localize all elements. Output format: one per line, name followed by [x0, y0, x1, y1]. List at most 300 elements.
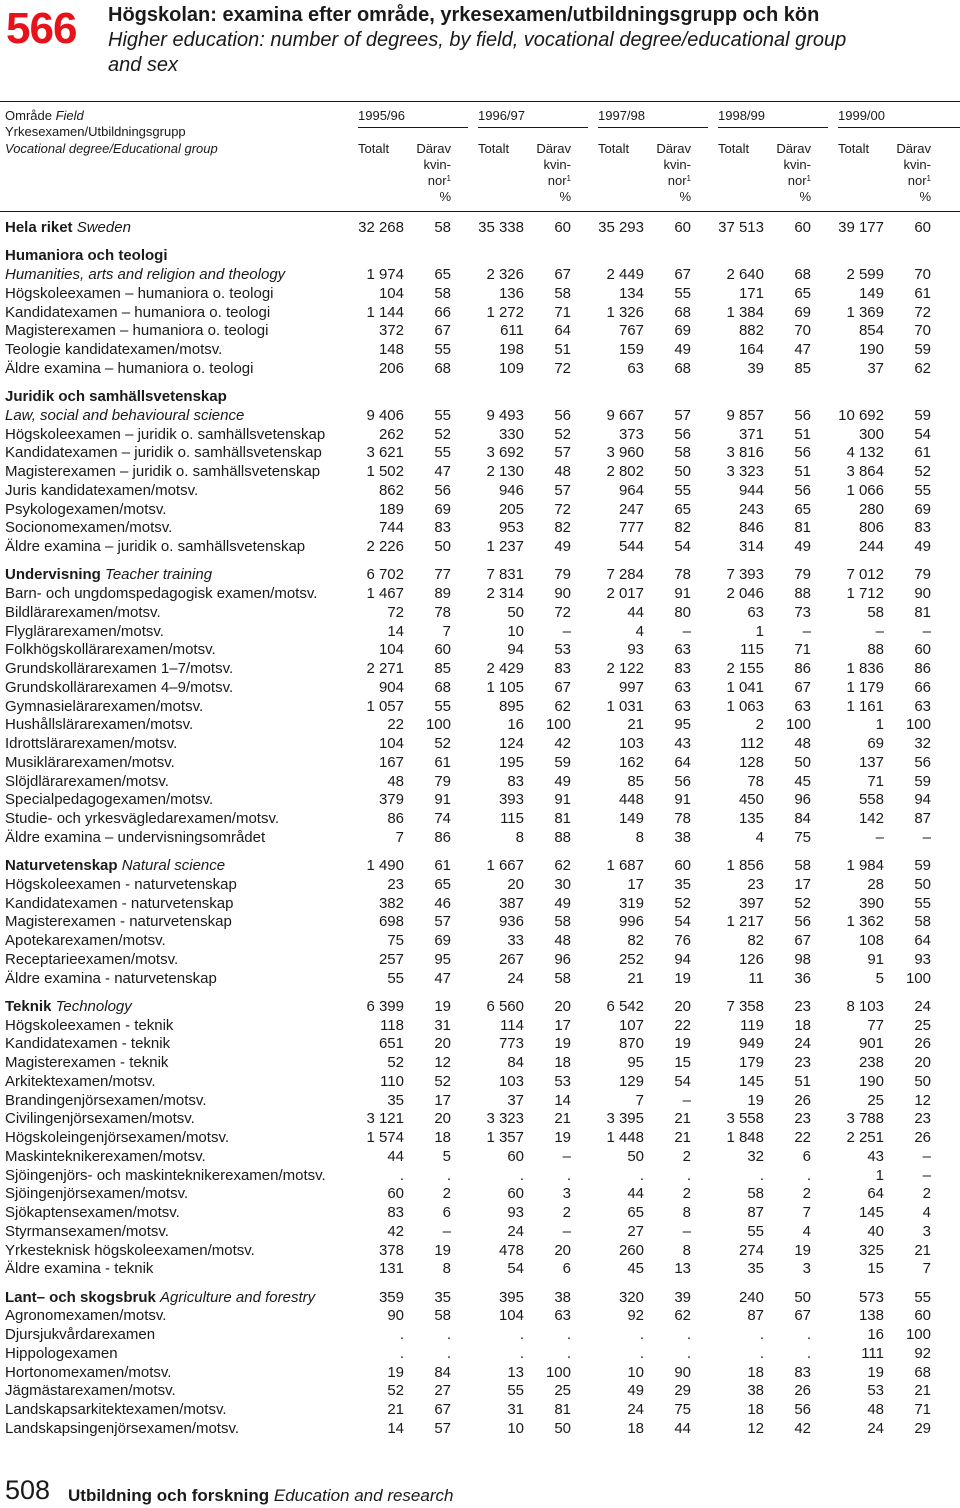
row-label	[5, 387, 227, 406]
women-header-text: nor	[427, 173, 447, 188]
row-label	[5, 406, 244, 425]
cell-women-pct: 6	[802, 1147, 811, 1165]
cell-women-pct: 64	[674, 753, 691, 771]
cell-women-pct: 83	[434, 519, 451, 537]
cell-total: 167	[378, 753, 404, 771]
cell-total: 43	[867, 1147, 884, 1165]
row-label-sv: Magisterexamen - naturvetenskap	[5, 913, 232, 931]
cell-total: 1 712	[846, 585, 884, 602]
table-row	[0, 1288, 960, 1307]
cell-women-pct: 50	[794, 1288, 811, 1306]
table-row	[0, 321, 960, 340]
table-number: 566	[6, 4, 77, 53]
cell-women-pct: 85	[794, 359, 811, 377]
cell-women-pct: 58	[674, 444, 691, 462]
row-label	[5, 603, 161, 622]
row-label	[5, 1419, 239, 1438]
table-row	[0, 997, 960, 1016]
cell-women-pct: 7	[442, 622, 451, 640]
cell-women-pct: 19	[794, 1241, 811, 1259]
cell-total: 104	[378, 641, 404, 659]
row-label	[5, 931, 166, 950]
row-label	[5, 340, 222, 359]
footnote-marker: 1	[926, 174, 931, 183]
cell-total: 397	[738, 894, 764, 912]
cell-total: 71	[867, 772, 884, 790]
cell-total: 1 467	[366, 585, 404, 602]
cell-women-pct: 50	[554, 1419, 571, 1437]
field-label-sv: Område	[5, 108, 52, 123]
cell-total: 23	[747, 875, 764, 893]
cell-women-pct: 73	[794, 603, 811, 621]
cell-women-pct: 39	[674, 1288, 691, 1306]
cell-women-pct: 62	[914, 359, 931, 377]
row-label-sv: Hushållslärarexamen/motsv.	[5, 716, 194, 734]
cell-total: 90	[387, 1307, 404, 1325]
cell-women-pct: 50	[914, 875, 931, 893]
women-header-text: nor	[547, 173, 567, 188]
cell-total: .	[399, 1166, 404, 1184]
cell-women-pct: 68	[914, 1363, 931, 1381]
row-label-sv: Landskapsarkitektexamen/motsv.	[5, 1401, 227, 1418]
cell-total: 44	[627, 603, 644, 621]
cell-total: 387	[498, 894, 524, 912]
cell-total: 142	[858, 810, 884, 827]
cell-women-pct: 17	[794, 875, 811, 893]
cell-women-pct: 8	[682, 1241, 691, 1259]
row-label-sv: Gymnasielärarexamen/motsv.	[5, 697, 204, 715]
cell-women-pct: 29	[674, 1382, 691, 1400]
cell-total: 7 393	[726, 566, 764, 584]
cell-women-pct: 22	[794, 1129, 811, 1146]
cell-women-pct: 100	[785, 716, 811, 734]
cell-total: 40	[867, 1222, 884, 1240]
cell-women-pct: –	[562, 1222, 571, 1240]
table-row	[0, 1091, 960, 1110]
cell-total: 198	[498, 341, 524, 358]
cell-women-pct: 7	[922, 1260, 931, 1278]
cell-total: 8	[635, 828, 644, 846]
cell-women-pct: 65	[794, 284, 811, 302]
row-label-sv: Brandingenjörsexamen/motsv.	[5, 1091, 207, 1109]
cell-women-pct: 21	[674, 1129, 691, 1146]
table-row	[0, 1222, 960, 1241]
cell-women-pct: 49	[674, 341, 691, 358]
women-header-text: %	[439, 189, 451, 204]
cell-women-pct: 67	[434, 322, 451, 340]
cell-total: 1 066	[846, 481, 884, 499]
cell-total: 2 640	[726, 266, 764, 283]
cell-women-pct: 59	[914, 341, 931, 358]
cell-total: 1 161	[846, 697, 884, 715]
cell-total: 3 558	[726, 1110, 764, 1128]
women-header-text: Därav	[536, 141, 571, 156]
cell-women-pct: –	[682, 622, 691, 640]
row-label-sv: Äldre examina – juridik o. samhällsvetenskap	[5, 538, 306, 555]
cell-women-pct: 5	[442, 1147, 451, 1165]
cell-women-pct: 84	[794, 810, 811, 827]
cell-women-pct: 60	[794, 219, 811, 236]
women-header-text: Därav	[776, 141, 811, 156]
cell-women-pct: 2	[922, 1185, 931, 1203]
cell-women-pct: 22	[674, 1016, 691, 1034]
table-row	[0, 443, 960, 462]
cell-women-pct: 49	[554, 538, 571, 555]
cell-women-pct: 56	[914, 753, 931, 771]
cell-women-pct: 96	[794, 791, 811, 809]
cell-women-pct: 4	[922, 1204, 931, 1221]
cell-women-pct: 95	[434, 950, 451, 968]
cell-total: 23	[387, 875, 404, 893]
cell-women-pct: 13	[674, 1260, 691, 1278]
cell-total: 22	[387, 716, 404, 734]
cell-total: 373	[618, 425, 644, 443]
cell-total: 320	[618, 1288, 644, 1306]
cell-total: .	[759, 1344, 764, 1362]
cell-total: 21	[387, 1401, 404, 1418]
cell-women-pct: 8	[442, 1260, 451, 1278]
cell-total: 390	[858, 894, 884, 912]
table-row	[0, 659, 960, 678]
cell-total: 11	[748, 969, 764, 987]
cell-total: 5	[875, 969, 884, 987]
cell-total: 119	[740, 1016, 764, 1034]
cell-women-pct: 59	[914, 406, 931, 424]
row-label-sv: Högskoleexamen – humaniora o. teologi	[5, 284, 274, 302]
row-label	[5, 443, 322, 462]
row-label	[5, 246, 168, 265]
cell-total: 1 836	[846, 660, 884, 677]
cell-total: 134	[618, 284, 644, 302]
field-label-en: Field	[55, 108, 84, 123]
row-label	[5, 1241, 255, 1260]
cell-total: 243	[738, 500, 764, 518]
cell-total: 393	[498, 791, 524, 809]
cell-total: –	[875, 828, 884, 846]
row-label-sv: Kandidatexamen - teknik	[5, 1035, 171, 1053]
table-row	[0, 1241, 960, 1260]
cell-women-pct: 61	[434, 857, 451, 874]
table-row	[0, 875, 960, 894]
cell-total: 1 179	[846, 678, 884, 696]
cell-women-pct: 68	[674, 359, 691, 377]
cell-total: 110	[380, 1072, 404, 1090]
cell-total: 300	[858, 425, 884, 443]
table-row	[0, 1400, 960, 1419]
cell-total: 18	[627, 1419, 644, 1437]
cell-women-pct: 84	[434, 1363, 451, 1381]
row-label	[5, 1128, 229, 1147]
row-label	[5, 303, 270, 322]
total-column-header: Totalt	[598, 141, 630, 156]
row-label-sv: Teologie kandidatexamen/motsv.	[5, 341, 223, 358]
cell-women-pct: 82	[674, 519, 691, 537]
total-column-header: Totalt	[478, 141, 510, 156]
cell-women-pct: 19	[674, 1035, 691, 1053]
row-label-sv: Arkitektexamen/motsv.	[5, 1072, 156, 1090]
cell-total: 1	[755, 622, 764, 640]
cell-women-pct: 2	[682, 1185, 691, 1203]
cell-total: .	[639, 1344, 644, 1362]
section-name-sv: Utbildning och forskning	[68, 1486, 270, 1505]
table-row	[0, 1072, 960, 1091]
total-column-header: Totalt	[718, 141, 750, 156]
cell-women-pct: 71	[914, 1401, 931, 1418]
row-label-sv: Djursjukvårdarexamen	[5, 1326, 156, 1343]
cell-total: 15	[867, 1260, 884, 1278]
cell-total: 14	[387, 622, 404, 640]
row-label	[5, 1306, 166, 1325]
women-header-text: Därav	[656, 141, 691, 156]
table-row	[0, 894, 960, 913]
row-label	[5, 425, 325, 444]
cell-total: 371	[738, 425, 764, 443]
cell-women-pct: 67	[674, 266, 691, 283]
cell-women-pct: 25	[914, 1016, 931, 1034]
cell-total: 138	[858, 1307, 884, 1325]
row-label-sv: Magisterexamen - teknik	[5, 1054, 169, 1071]
cell-total: 262	[378, 425, 404, 443]
cell-total: 953	[498, 519, 524, 537]
cell-total: 1 687	[606, 857, 644, 874]
cell-total: 2 599	[846, 266, 884, 283]
table-row	[0, 828, 960, 847]
cell-women-pct: 15	[674, 1054, 691, 1071]
cell-women-pct: 63	[674, 697, 691, 715]
cell-women-pct: 67	[794, 1307, 811, 1325]
table-row	[0, 603, 960, 622]
cell-total: 114	[500, 1016, 524, 1034]
cell-women-pct: –	[922, 622, 931, 640]
cell-women-pct: 53	[554, 641, 571, 659]
cell-women-pct: 100	[545, 1363, 571, 1381]
cell-total: 4 132	[846, 444, 884, 462]
row-label	[5, 481, 198, 500]
cell-women-pct: 67	[434, 1401, 451, 1418]
footnote-marker: 1	[446, 174, 451, 183]
cell-total: 18	[747, 1401, 764, 1418]
cell-total: 6 702	[366, 566, 404, 584]
row-label-sv: Receptarieexamen/motsv.	[5, 950, 179, 968]
cell-total: 60	[507, 1147, 524, 1165]
cell-total: 7	[395, 828, 404, 846]
cell-total: 1 362	[846, 913, 884, 931]
cell-women-pct: 60	[674, 857, 691, 874]
cell-total: 1	[875, 1166, 884, 1184]
cell-women-pct: 68	[434, 359, 451, 377]
cell-women-pct: 86	[434, 828, 451, 846]
row-label-sv: Idrottslärarexamen/motsv.	[5, 735, 178, 752]
table-row	[0, 1419, 960, 1438]
cell-total: 2 017	[606, 585, 644, 602]
table-row	[0, 969, 960, 988]
cell-total: .	[399, 1326, 404, 1343]
cell-women-pct: 29	[914, 1419, 931, 1437]
cell-women-pct: 49	[794, 538, 811, 555]
cell-women-pct: 20	[434, 1035, 451, 1053]
cell-total: 52	[387, 1382, 404, 1400]
cell-total: 162	[618, 753, 644, 771]
cell-total: 964	[618, 481, 644, 499]
cell-women-pct: 79	[554, 566, 571, 584]
cell-total: 45	[627, 1260, 644, 1278]
cell-total: 10	[627, 1363, 644, 1381]
cell-total: 996	[618, 913, 644, 931]
cell-women-pct: 64	[554, 322, 571, 340]
cell-women-pct: 42	[794, 1419, 811, 1437]
cell-women-pct: 55	[434, 697, 451, 715]
cell-women-pct: 83	[914, 519, 931, 537]
cell-total: 38	[747, 1382, 764, 1400]
cell-women-pct: 72	[554, 603, 571, 621]
cell-total: 33	[507, 932, 524, 949]
cell-total: 7 831	[486, 566, 524, 584]
table-row	[0, 500, 960, 519]
cell-women-pct: 52	[794, 894, 811, 912]
cell-women-pct: 52	[434, 735, 451, 752]
table-row	[0, 715, 960, 734]
cell-total: 3 121	[366, 1110, 404, 1128]
cell-total: 1 848	[726, 1129, 764, 1146]
table-row	[0, 425, 960, 444]
cell-women-pct: 57	[554, 481, 571, 499]
row-label	[5, 1016, 173, 1035]
cell-total: 7 012	[846, 566, 884, 584]
footnote-marker: 1	[806, 174, 811, 183]
cell-total: 109	[498, 359, 524, 377]
cell-total: 1 144	[366, 303, 404, 321]
cell-women-pct: 98	[794, 950, 811, 968]
cell-total: 573	[858, 1288, 884, 1306]
cell-total: 1 974	[366, 266, 404, 283]
cell-women-pct: 94	[914, 791, 931, 809]
column-label-group-en: Vocational degree/Educational group	[5, 141, 218, 156]
cell-women-pct: 51	[794, 1072, 811, 1090]
cell-total: 936	[498, 913, 524, 931]
cell-women-pct: 74	[434, 810, 451, 827]
cell-women-pct: 65	[434, 266, 451, 283]
cell-total: 901	[858, 1035, 884, 1053]
cell-total: .	[639, 1166, 644, 1184]
cell-women-pct: 88	[794, 585, 811, 602]
cell-total: 1 041	[726, 678, 764, 696]
cell-women-pct: 94	[674, 950, 691, 968]
cell-total: 91	[867, 950, 884, 968]
women-header-text: Därav	[416, 141, 451, 156]
cell-total: 611	[500, 322, 524, 340]
cell-total: 7 284	[606, 566, 644, 584]
cell-women-pct: –	[562, 1147, 571, 1165]
row-label	[5, 284, 274, 303]
cell-women-pct: 23	[794, 1054, 811, 1071]
cell-women-pct: 19	[554, 1035, 571, 1053]
row-label-en: Sweden	[76, 219, 131, 236]
cell-women-pct: 65	[434, 875, 451, 893]
cell-women-pct: 59	[914, 772, 931, 790]
women-header-text: nor	[907, 173, 927, 188]
cell-total: 60	[387, 1185, 404, 1203]
cell-total: 87	[747, 1307, 764, 1325]
row-label-sv: Yrkesteknisk högskoleexamen/motsv.	[5, 1241, 255, 1259]
row-label-en: Technology	[55, 997, 132, 1015]
cell-women-pct: 67	[794, 932, 811, 949]
cell-total: 382	[378, 894, 404, 912]
cell-women-pct: 36	[794, 969, 811, 987]
cell-total: 149	[858, 284, 884, 302]
cell-women-pct: 47	[434, 969, 451, 987]
cell-women-pct: 72	[554, 359, 571, 377]
cell-women-pct: .	[806, 1326, 811, 1343]
cell-women-pct: 23	[794, 1110, 811, 1128]
cell-total: 1 667	[486, 857, 524, 874]
cell-women-pct: 61	[914, 444, 931, 462]
row-label-en: Humanities, arts and religion and theology	[5, 266, 286, 283]
cell-women-pct: 92	[914, 1344, 931, 1362]
cell-total: 247	[618, 500, 644, 518]
row-label	[5, 359, 253, 378]
cell-total: 53	[867, 1382, 884, 1400]
cell-women-pct: 81	[914, 603, 931, 621]
cell-women-pct: 18	[794, 1016, 811, 1034]
cell-women-pct: .	[686, 1326, 691, 1343]
cell-women-pct: 55	[914, 1288, 931, 1306]
cell-women-pct: 70	[914, 266, 931, 283]
total-column-header: Totalt	[358, 141, 390, 156]
row-label-en: Teacher training	[105, 566, 213, 584]
cell-total: 777	[618, 519, 644, 537]
table-row	[0, 809, 960, 828]
cell-total: 83	[507, 772, 524, 790]
cell-total: 240	[738, 1288, 764, 1306]
cell-women-pct: 4	[802, 1222, 811, 1240]
cell-women-pct: 90	[674, 1363, 691, 1381]
cell-total: 37	[507, 1091, 524, 1109]
cell-women-pct: 52	[554, 425, 571, 443]
cell-women-pct: 62	[554, 857, 571, 874]
cell-total: 55	[387, 969, 404, 987]
cell-total: 450	[738, 791, 764, 809]
cell-total: 112	[740, 735, 764, 752]
row-label	[5, 772, 169, 791]
cell-women-pct: 12	[434, 1054, 451, 1071]
table-row	[0, 1259, 960, 1278]
cell-women-pct: 63	[914, 697, 931, 715]
cell-total: 190	[858, 341, 884, 358]
cell-women-pct: 35	[434, 1288, 451, 1306]
cell-women-pct: 100	[905, 716, 931, 734]
cell-total: 60	[507, 1185, 524, 1203]
cell-women-pct: 42	[554, 735, 571, 752]
cell-total: 87	[747, 1204, 764, 1221]
cell-women-pct: 69	[434, 500, 451, 518]
cell-women-pct: 55	[434, 341, 451, 358]
row-label	[5, 1072, 156, 1091]
cell-women-pct: 60	[434, 641, 451, 659]
cell-women-pct: 81	[794, 519, 811, 537]
row-label-sv: Slöjdlärarexamen/motsv.	[5, 772, 169, 790]
cell-women-pct: 69	[434, 932, 451, 949]
row-label	[5, 1400, 227, 1419]
cell-women-pct: 88	[554, 828, 571, 846]
cell-women-pct: 48	[554, 932, 571, 949]
section-name-en: Education and research	[273, 1486, 454, 1505]
cell-women-pct: 30	[554, 875, 571, 893]
cell-women-pct: 45	[794, 772, 811, 790]
row-label	[5, 518, 172, 537]
cell-women-pct: 48	[794, 735, 811, 752]
row-label-sv: Hippologexamen	[5, 1344, 118, 1362]
cell-women-pct: 56	[554, 406, 571, 424]
